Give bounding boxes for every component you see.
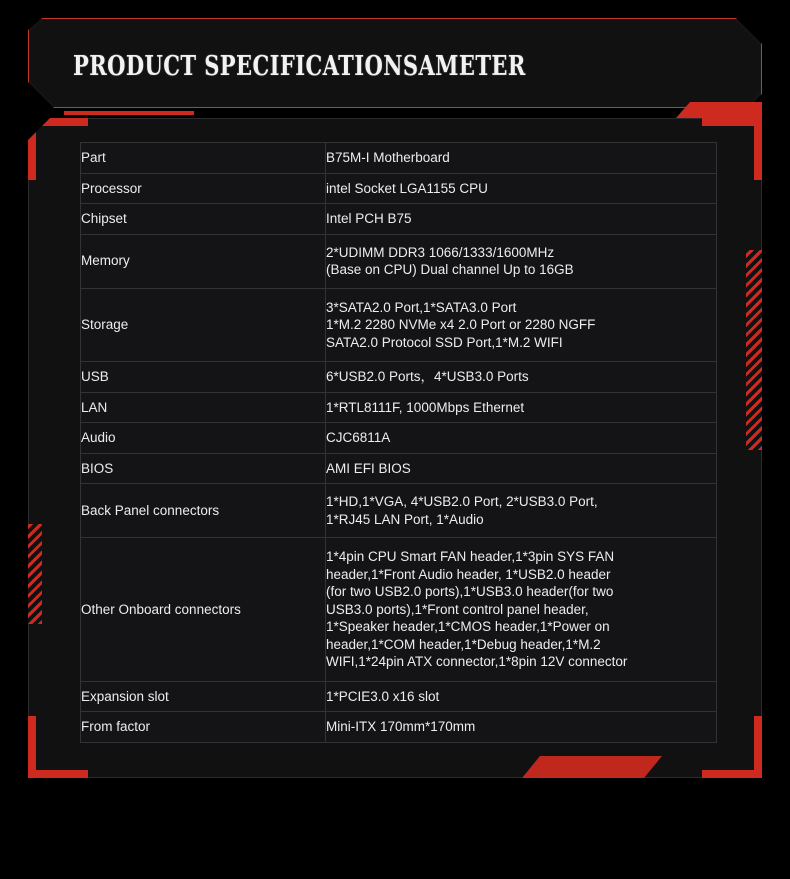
spec-value-line: B75M-I Motherboard xyxy=(326,150,450,165)
spec-value xyxy=(326,143,717,174)
bottom-accent-shape-icon xyxy=(522,756,662,778)
page-header xyxy=(28,18,762,108)
bracket-bottom-right-horizontal xyxy=(702,770,762,778)
spec-value-line: 1*PCIE3.0 x16 slot xyxy=(326,688,440,704)
spec-value-line: 1*RJ45 LAN Port, 1*Audio xyxy=(326,511,484,527)
specifications-panel xyxy=(28,118,762,778)
table-row xyxy=(81,538,717,682)
spec-value-line: (for two USB2.0 ports),1*USB3.0 header(for two xyxy=(326,584,614,599)
table-row xyxy=(81,143,717,174)
spec-value-line: header,1*COM header,1*Debug header,1*M.2 xyxy=(326,636,601,652)
spec-key: Chipset xyxy=(81,204,326,235)
spec-value xyxy=(326,288,717,362)
spec-value-line: intel Socket LGA1155 CPU xyxy=(326,180,488,196)
spec-key: Expansion slot xyxy=(81,681,326,712)
spec-key: Part xyxy=(81,143,326,174)
table-row xyxy=(81,234,717,288)
bracket-top-right-vertical xyxy=(754,118,762,180)
spec-key: Back Panel connectors xyxy=(81,484,326,538)
title-underline-accent xyxy=(64,111,194,115)
spec-key: Memory xyxy=(81,234,326,288)
spec-value-line: 3*SATA2.0 Port,1*SATA3.0 Port xyxy=(326,299,517,315)
bracket-bottom-left-vertical xyxy=(28,716,36,778)
table-row xyxy=(81,362,717,393)
spec-key: BIOS xyxy=(81,453,326,484)
spec-key: LAN xyxy=(81,392,326,423)
table-row xyxy=(81,173,717,204)
spec-value xyxy=(326,392,717,423)
spec-value-line: 6*USB2.0 Ports，4*USB3.0 Ports xyxy=(326,369,529,384)
spec-value xyxy=(326,423,717,454)
hatch-decoration-left-icon xyxy=(28,524,42,624)
table-row xyxy=(81,423,717,454)
spec-key: Other Onboard connectors xyxy=(81,538,326,682)
spec-value-line: WIFI,1*24pin ATX connector,1*8pin 12V connector xyxy=(326,654,628,669)
spec-value-line: (Base on CPU) Dual channel Up to 16GB xyxy=(326,262,574,277)
spec-value xyxy=(326,538,717,682)
spec-key: Storage xyxy=(81,288,326,362)
spec-key: From factor xyxy=(81,712,326,743)
spec-value-line: USB3.0 ports),1*Front control panel header, xyxy=(326,601,589,617)
specifications-table xyxy=(80,142,717,743)
table-row xyxy=(81,484,717,538)
hatch-decoration-right-icon xyxy=(746,250,762,450)
spec-value-line: 1*M.2 2280 NVMe x4 2.0 Port or 2280 NGFF xyxy=(326,317,596,332)
spec-value xyxy=(326,712,717,743)
spec-key: Audio xyxy=(81,423,326,454)
spec-value-line: Intel PCH B75 xyxy=(326,211,412,226)
table-row xyxy=(81,681,717,712)
table-row xyxy=(81,204,717,235)
spec-value-line: 1*HD,1*VGA, 4*USB2.0 Port, 2*USB3.0 Port, xyxy=(326,494,598,509)
spec-key: USB xyxy=(81,362,326,393)
spec-key: Processor xyxy=(81,173,326,204)
table-row xyxy=(81,392,717,423)
spec-value-line: 1*Speaker header,1*CMOS header,1*Power on xyxy=(326,619,610,634)
spec-value xyxy=(326,173,717,204)
spec-value-line: 1*RTL8111F, 1000Mbps Ethernet xyxy=(326,399,525,415)
spec-value-line: 1*4pin CPU Smart FAN header,1*3pin SYS FAN xyxy=(326,549,615,564)
spec-value xyxy=(326,204,717,235)
spec-value-line: 2*UDIMM DDR3 1066/1333/1600MHz xyxy=(326,244,555,260)
table-row xyxy=(81,288,717,362)
page-title: PRODUCT SPECIFICATIONSAMETER xyxy=(73,51,526,82)
spec-value xyxy=(326,234,717,288)
bracket-bottom-right-vertical xyxy=(754,716,762,778)
header-corner-accent-icon xyxy=(676,102,762,118)
spec-value-line: SATA2.0 Protocol SSD Port,1*M.2 WIFI xyxy=(326,334,563,350)
spec-value-line: header,1*Front Audio header, 1*USB2.0 header xyxy=(326,566,611,582)
spec-value xyxy=(326,362,717,393)
bracket-bottom-left-horizontal xyxy=(28,770,88,778)
spec-table-container xyxy=(80,142,716,743)
table-row xyxy=(81,453,717,484)
spec-value-line: AMI EFI BIOS xyxy=(326,460,411,476)
spec-value xyxy=(326,484,717,538)
spec-value-line: CJC6811A xyxy=(326,430,391,445)
spec-value-line: Mini-ITX 170mm*170mm xyxy=(326,719,476,734)
table-row xyxy=(81,712,717,743)
bracket-top-right-horizontal xyxy=(702,118,762,126)
spec-value xyxy=(326,681,717,712)
spec-value xyxy=(326,453,717,484)
